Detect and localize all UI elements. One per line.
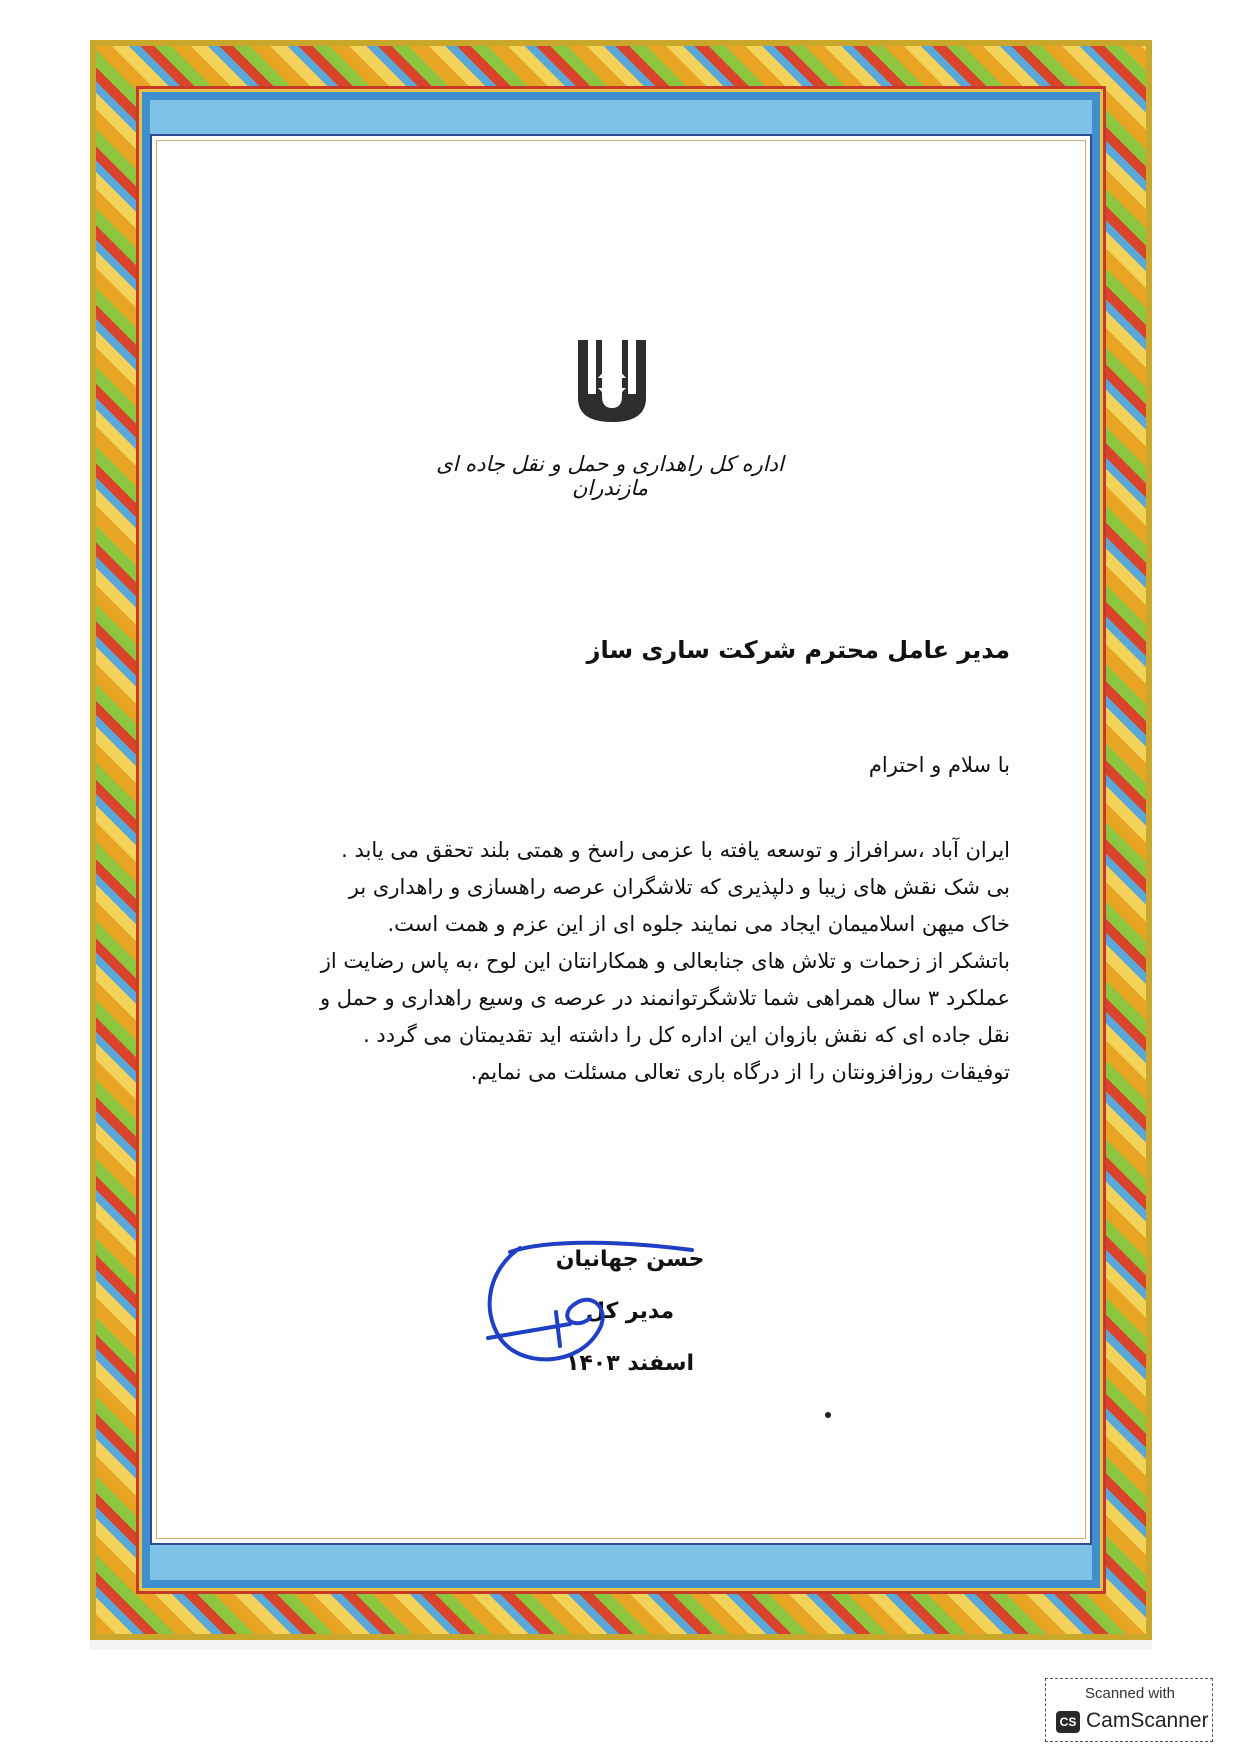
- signer-title: مدیر کل: [585, 1299, 675, 1324]
- paper-footer-strip: [90, 1640, 1152, 1650]
- ink-dot: [825, 1412, 831, 1418]
- body-line: بی شک نقش های زیبا و دلپذیری که تلاشگران عرصه راهسازی و راهداری بر: [348, 875, 1010, 899]
- camscanner-logo-icon: CS: [1056, 1711, 1080, 1733]
- body-line: ایران آباد ،سرافراز و توسعه یافته با عزمی راسخ و همتی بلند تحقق می یابد .: [341, 838, 1010, 862]
- scanned-with-label: Scanned with: [1084, 1685, 1176, 1702]
- signer-name: حسن جهانیان: [555, 1247, 705, 1272]
- road-transport-logo-icon: [574, 336, 650, 426]
- greeting: با سلام و احترام: [868, 753, 1010, 777]
- body-line: توفیقات روزافزونتان را از درگاه باری تعالی مسئلت می نمایم.: [470, 1060, 1010, 1084]
- body-line: عملکرد ۳ سال همراهی شما تلاشگرتوانمند در عرصه ی وسیع راهداری و حمل و: [319, 986, 1010, 1010]
- body-line: نقل جاده ای که نقش بازوان این اداره کل را داشته اید تقدیمتان می گردد .: [363, 1023, 1010, 1047]
- organization-name: اداره کل راهداری و حمل و نقل جاده ای مازندران: [436, 452, 784, 500]
- recipient-heading: مدیر عامل محترم شرکت ساری ساز: [586, 636, 1010, 664]
- camscanner-badge: [1045, 1678, 1213, 1742]
- body-line: خاک میهن اسلامیمان ایجاد می نمایند جلوه ای از این عزم و همت است.: [387, 912, 1010, 936]
- signature-scribble: [460, 1228, 720, 1378]
- letter-body: [220, 832, 1010, 1091]
- signature-date: اسفند ۱۴۰۳: [565, 1351, 695, 1376]
- camscanner-name: CamScanner: [1086, 1709, 1209, 1732]
- body-line: باتشکر از زحمات و تلاش های جنابعالی و همکارانتان این لوح ،به پاس رضایت از: [320, 949, 1010, 973]
